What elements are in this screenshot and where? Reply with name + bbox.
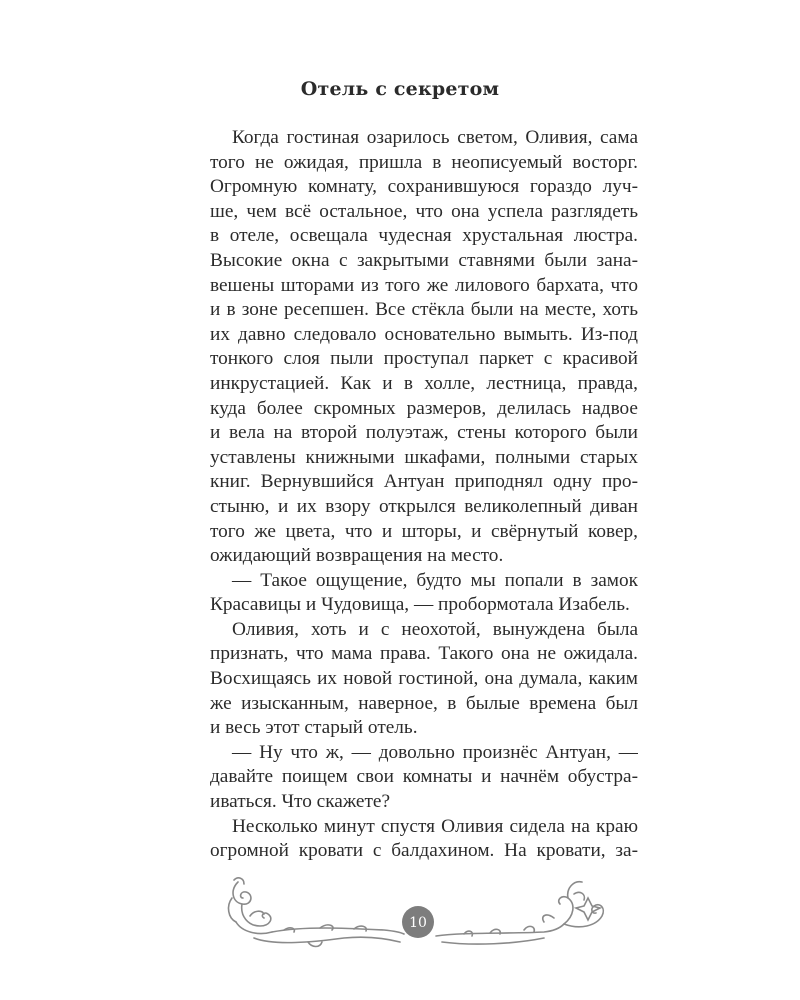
- text-line: Несколько минут спустя Оливия сидела на краю: [232, 815, 638, 837]
- text-line: — Ну что ж, — довольно произнёс Антуан, —: [232, 741, 638, 763]
- text-line: же изысканным, наверное, в былые времена был: [210, 692, 638, 714]
- text-line: и весь этот старый отель.: [210, 717, 418, 739]
- text-line: ше, чем всё остальное, что она успела разглядеть: [210, 200, 638, 222]
- text-line: того же цвета, что и шторы, и свёрнутый ковер,: [210, 520, 638, 542]
- page-footer-ornament: [224, 876, 614, 956]
- text-line: инкрустацией. Как и в холле, лестница, правда,: [210, 372, 638, 394]
- text-line: огромной кровати с балдахином. На кровати, за-: [210, 840, 638, 862]
- page-title: Отель с секретом: [300, 78, 500, 100]
- text-line: Огромную комнату, сохранившуюся гораздо луч-: [210, 176, 638, 198]
- text-line: и в зоне ресепшен. Все стёкла были на месте, хоть: [210, 299, 638, 321]
- text-line: Когда гостиная озарилось светом, Оливия, сама: [232, 127, 638, 148]
- text-line: куда более скромных размеров, делилась надвое: [210, 397, 638, 419]
- text-line: уставлены книжными шкафами, полными старых: [210, 446, 638, 468]
- page-number-badge: [402, 906, 434, 938]
- page-number: 10: [409, 915, 427, 931]
- right-floral-ornament-icon: [436, 882, 603, 944]
- text-line: давайте поищем свои комнаты и начнём обустра-: [210, 766, 638, 788]
- text-line: и вела на второй полуэтаж, стены которого были: [210, 422, 638, 444]
- text-line: ожидающий возвращения на место.: [210, 545, 504, 567]
- text-line: Высокие окна с закрытыми ставнями были зана-: [210, 249, 638, 271]
- text-line: Восхищаясь их новой гостиной, она думала, каким: [210, 668, 638, 690]
- text-line: книг. Вернувшийся Антуан приподнял одну про-: [210, 471, 638, 493]
- body-text: [210, 126, 638, 864]
- text-line: Красавицы и Чудовища, — пробормотала Изабель.: [210, 594, 630, 616]
- text-line: стыню, и их взору открылся великолепный диван: [210, 495, 638, 517]
- text-line: признать, что мама права. Такого она не ожидала.: [210, 643, 638, 665]
- text-line: иваться. Что скажете?: [210, 791, 391, 813]
- text-line: — Такое ощущение, будто мы попали в замок: [232, 569, 638, 591]
- text-line: в отеле, освещала чудесная хрустальная люстра.: [210, 225, 638, 247]
- left-floral-ornament-icon: [229, 878, 404, 947]
- text-line: Оливия, хоть и с неохотой, вынуждена была: [232, 618, 638, 640]
- text-line: вешены шторами из того же лилового бархата, что: [210, 274, 638, 296]
- text-line: их давно следовало основательно вымыть. Из-под: [210, 323, 638, 345]
- text-line: того не ожидая, пришла в неописуемый восторг.: [210, 151, 638, 173]
- text-line: тонкого слоя пыли проступал паркет с красивой: [210, 348, 638, 370]
